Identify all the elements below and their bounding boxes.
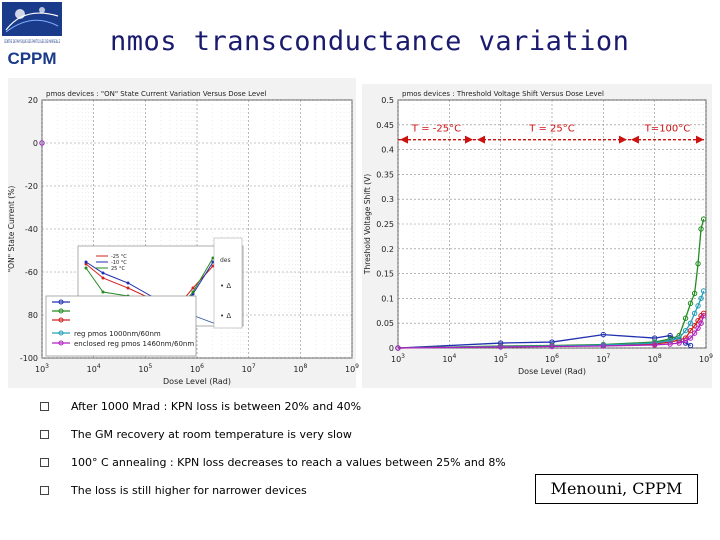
legend-label: reg pmos 1000nm/60nm: [74, 330, 161, 338]
y-tick-label: 0.15: [376, 269, 394, 279]
checkbox-bullet-icon: [40, 402, 49, 411]
x-tick-label: $10^3$: [390, 353, 406, 364]
inset-data-point: [127, 287, 130, 290]
x-tick-label: $10^9$: [344, 363, 360, 374]
y-tick-label: 0.05: [376, 319, 394, 329]
y-tick-label: -40: [24, 225, 38, 234]
inset-data-point: [127, 282, 130, 285]
chart-title: pmos devices : "ON" State Current Variation Versus Dose Level: [46, 90, 267, 98]
temperature-label: T = 25°C: [529, 123, 575, 135]
bullet-text: After 1000 Mrad : KPN loss is between 20% and 40%: [71, 400, 362, 413]
inset-data-point: [85, 267, 88, 270]
inset-data-point: [102, 272, 105, 275]
x-tick-label: $10^4$: [442, 353, 457, 364]
inset-side-label: des: [220, 257, 231, 264]
y-tick-label: 80: [27, 311, 38, 320]
y-tick-label: 0: [32, 139, 38, 148]
x-tick-label: $10^7$: [241, 363, 256, 374]
bullet-item: [40, 484, 307, 497]
checkbox-bullet-icon: [40, 458, 49, 467]
bullet-item: [40, 400, 361, 413]
x-axis-label: Dose Level (Rad): [163, 377, 231, 386]
y-axis-label: "ON" State Current (%): [7, 185, 16, 273]
logo-small-text: CENTRE DE PHYSIQUE DES PARTICULES DE MARSEILLE: [4, 39, 61, 44]
y-tick-label: 0.35: [376, 170, 394, 180]
inset-data-point: [102, 277, 105, 280]
inset-side-label: • Δ: [220, 282, 232, 290]
y-tick-label: -60: [24, 268, 38, 277]
inset-data-point: [192, 291, 195, 294]
y-tick-label: 0.1: [381, 294, 394, 304]
bullet-text: The GM recovery at room temperature is very slow: [71, 428, 352, 441]
x-tick-label: $10^4$: [86, 363, 101, 374]
y-tick-label: 20: [27, 96, 38, 105]
chart-legend: [46, 296, 196, 356]
inset-legend-label: -10 °C: [111, 260, 127, 266]
inset-data-point: [192, 287, 195, 290]
x-tick-label: $10^9$: [698, 353, 714, 364]
x-tick-label: $10^3$: [34, 363, 50, 374]
y-tick-label: 0: [388, 344, 394, 353]
x-tick-label: $10^8$: [647, 353, 662, 364]
inset-legend-label: -25 °C: [111, 254, 127, 260]
checkbox-bullet-icon: [40, 486, 49, 495]
left-chart: [7, 78, 360, 388]
inset-data-point: [102, 291, 105, 294]
author-credit: Menouni, CPPM: [535, 474, 698, 504]
y-tick-label: 0.25: [376, 220, 394, 229]
logo-text: CPPM: [7, 49, 57, 68]
inset-legend-label: 25 °C: [111, 266, 125, 272]
legend-label: enclosed reg pmos 1460nm/60nm: [74, 340, 195, 348]
bullet-text: The loss is still higher for narrower devices: [71, 484, 307, 497]
y-axis-label: Threshold Voltage Shift (V): [363, 173, 372, 275]
bullet-text: 100° C annealing : KPN loss decreases to reach a values between 25% and 8%: [71, 456, 506, 469]
x-tick-label: $10^5$: [138, 363, 153, 374]
y-tick-label: 0.45: [376, 120, 394, 130]
chart-title: pmos devices : Threshold Voltage Shift Versus Dose Level: [402, 90, 604, 98]
left-chart-panel: [7, 78, 360, 388]
x-tick-label: $10^7$: [596, 353, 611, 364]
x-tick-label: $10^6$: [189, 363, 205, 374]
right-chart-panel: [362, 84, 712, 388]
y-tick-label: 0.5: [381, 96, 394, 105]
inset-side-label: • Δ: [220, 312, 232, 320]
right-chart: [362, 84, 712, 388]
y-tick-label: 0.4: [381, 145, 394, 155]
x-tick-label: $10^5$: [493, 353, 508, 364]
temperature-label: T=100°C: [644, 123, 691, 135]
bullet-item: [40, 428, 352, 441]
y-tick-label: -100: [19, 354, 38, 363]
y-tick-label: 0.3: [381, 195, 394, 205]
x-tick-label: $10^6$: [544, 353, 560, 364]
cppm-logo: [2, 2, 62, 68]
y-tick-label: 0.2: [381, 244, 394, 254]
x-axis-label: Dose Level (Rad): [518, 367, 586, 376]
slide-title: nmos transconductance variation: [110, 26, 630, 57]
inset-data-point: [85, 261, 88, 264]
x-tick-label: $10^8$: [293, 363, 308, 374]
temperature-label: T = -25°C: [411, 123, 462, 135]
bullet-item: [40, 456, 506, 469]
y-tick-label: -20: [24, 182, 38, 191]
checkbox-bullet-icon: [40, 430, 49, 439]
